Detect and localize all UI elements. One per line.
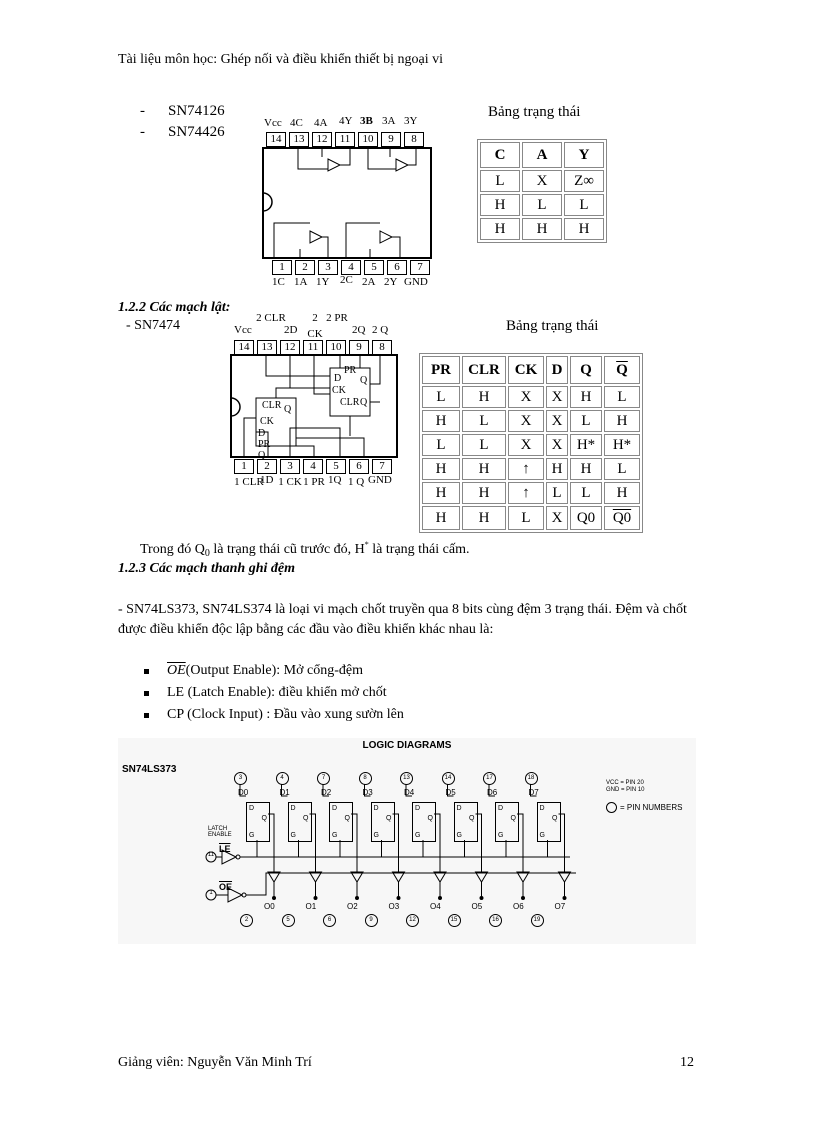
pin-number: 14 (442, 772, 455, 785)
pin-label: 2 Q (372, 324, 389, 336)
table-header-cell: PR (422, 356, 460, 384)
paragraph: - SN74LS373, SN74LS374 là loại vi mạch chốt truyền qua 8 bits cùng đệm 3 trạng thái. Đệm và chốt được điều khiển độc lập bằng các đầu vào điều khiển khác nhau là: (118, 602, 687, 637)
ic-body (262, 147, 432, 259)
cell-q: Q (386, 815, 392, 822)
cell-d: D (332, 805, 338, 812)
latch-enable-label: LATCH ENABLE (208, 826, 232, 838)
cell-q: Q (427, 815, 433, 822)
table-row (422, 434, 640, 456)
footer-author: Giảng viên: Nguyễn Văn Minh Trí (118, 1055, 312, 1070)
pin-label: 1 CLR (234, 476, 264, 488)
oe-label: $\overline{OE}$ (167, 663, 186, 678)
pin: 4 (341, 260, 361, 275)
table-cell: H (422, 458, 460, 480)
table-cell: H (570, 458, 602, 480)
pin: 13 (289, 132, 309, 147)
latch-box (371, 802, 395, 842)
pin-label: 2 PR (326, 312, 348, 324)
table-header-cell: D (546, 356, 568, 384)
table-cell: H (480, 218, 520, 240)
input-label: D3 (362, 788, 373, 797)
pin-legend-text: = PIN NUMBERS (620, 803, 683, 812)
cell-q: Q (510, 815, 516, 822)
table-cell: L (564, 194, 604, 216)
input-label: D5 (445, 788, 456, 797)
cell-g: G (290, 832, 296, 839)
pin: 1 (272, 260, 292, 275)
table-row (480, 218, 604, 240)
list-item: - (140, 124, 145, 140)
cell-q: Q (469, 815, 475, 822)
ff-label: CK (260, 416, 274, 427)
list-item-text: SN74426 (168, 124, 225, 140)
pin-label: GND (368, 474, 392, 486)
ic-diagram-sn7474 (230, 310, 410, 510)
table-cell: X (546, 506, 568, 530)
le-label: $\overline{LE}$ (219, 844, 231, 854)
pin: 2 (257, 459, 277, 474)
pin-number: 11 (207, 852, 215, 858)
pin: 12 (312, 132, 332, 147)
pin-label: 2C (340, 274, 353, 286)
table-cell: L (422, 434, 460, 456)
cell-q: Q (261, 815, 267, 822)
table-header-cell: C (480, 142, 520, 168)
latch-box (454, 802, 478, 842)
pin-number: 6 (323, 914, 336, 927)
table-header-cell: Y (564, 142, 604, 168)
section-heading: 1.2.3 Các mạch thanh ghi đệm (118, 561, 295, 576)
ic-diagram-sn74126 (262, 114, 432, 292)
cell-g: G (456, 832, 462, 839)
table-cell: H (564, 218, 604, 240)
ff-label: CLR (340, 397, 360, 408)
table-cell: X (508, 410, 544, 432)
table-cell: H (462, 482, 506, 504)
pin-number: 17 (483, 772, 496, 785)
table-cell: H (422, 410, 460, 432)
table-row (480, 194, 604, 216)
table-cell: H* (604, 434, 640, 456)
cell-q: Q (344, 815, 350, 822)
table-cell: ↑ (508, 482, 544, 504)
pin-label: 1 PR (303, 476, 325, 488)
table-cell: L (508, 506, 544, 530)
cell-g: G (373, 832, 379, 839)
pin-label: 4Y (339, 115, 353, 127)
table-cell: H (522, 218, 562, 240)
table-cell: L (604, 386, 640, 408)
state-table-sn7474 (419, 353, 643, 533)
pin: 8 (372, 340, 392, 355)
cell-g: G (249, 832, 255, 839)
note-text: Trong đó $Q_0$ là trạng thái cũ trước đó, H* là trạng thái cấm. (140, 540, 470, 559)
pin-label: 3B (360, 115, 373, 127)
latch-box (288, 802, 312, 842)
cell-q: Q (303, 815, 309, 822)
table-cell: ↑ (508, 458, 544, 480)
table-cell: X (522, 170, 562, 192)
pin-label: 1 CK (278, 476, 302, 488)
table-cell: L (522, 194, 562, 216)
table-row (422, 506, 640, 530)
pin-label: 1Q (328, 474, 342, 486)
table-cell: H (604, 410, 640, 432)
table-cell: H (546, 458, 568, 480)
pin-number: 3 (234, 772, 247, 785)
pin-number: 2 (240, 914, 253, 927)
table-cell: X (546, 410, 568, 432)
diagram-title: LOGIC DIAGRAMS (362, 740, 452, 751)
table-cell: X (546, 434, 568, 456)
pin-label: Vcc (234, 324, 252, 336)
table-row (422, 482, 640, 504)
pin-label: 1D (260, 474, 274, 486)
latch-box (412, 802, 436, 842)
pin: 2 (295, 260, 315, 275)
pin-label: 1C (272, 276, 285, 288)
pin: 9 (381, 132, 401, 147)
pin: 7 (410, 260, 430, 275)
table-cell: H (604, 482, 640, 504)
input-label: D1 (279, 788, 290, 797)
pin-label: 4C (290, 117, 303, 129)
table-cell: H (462, 458, 506, 480)
ff-label: Q (360, 397, 368, 408)
pin-label: 2 CLR (256, 312, 286, 324)
pin-number: 19 (531, 914, 544, 927)
chip-name: SN74LS373 (122, 764, 177, 775)
table-cell: L (546, 482, 568, 504)
input-label: D0 (238, 788, 249, 797)
output-label: O6 (513, 902, 524, 911)
cell-d: D (373, 805, 379, 812)
pin: 11 (303, 340, 323, 355)
table-cell: H (480, 194, 520, 216)
list-item-text: - SN7474 (126, 318, 181, 333)
table-cell: H (570, 386, 602, 408)
pin-label: 2Q (352, 324, 366, 336)
list-item (144, 682, 404, 704)
ff-label: D PR Q (258, 428, 271, 461)
table-cell: L (570, 482, 602, 504)
table-header-row (422, 356, 640, 384)
pin-label: 1Y (316, 276, 330, 288)
input-label: D2 (321, 788, 332, 797)
cell-d: D (456, 805, 462, 812)
pin-number: 18 (525, 772, 538, 785)
pin: 7 (372, 459, 392, 474)
input-label: D6 (487, 788, 498, 797)
pin-number: 1 (209, 890, 213, 896)
table-cell: Z∞ (564, 170, 604, 192)
pin: 11 (335, 132, 355, 147)
pin: 5 (364, 260, 384, 275)
ff-label: CLR (262, 400, 282, 411)
list-item (144, 704, 404, 726)
pin: 5 (326, 459, 346, 474)
pin: 3 (318, 260, 338, 275)
table-cell: L (480, 170, 520, 192)
pin: 6 (387, 260, 407, 275)
ff-label: Q (360, 375, 368, 386)
gnd-note: GND = PIN 10 (606, 787, 645, 793)
input-label: D4 (404, 788, 415, 797)
output-label: O5 (471, 902, 483, 911)
table-title: Bảng trạng thái (506, 318, 599, 334)
pin-label: 1 Q (348, 476, 365, 488)
pin-label: 2Y (384, 276, 398, 288)
pin: 6 (349, 459, 369, 474)
list-item (144, 660, 404, 682)
cell-g: G (498, 832, 504, 839)
table-cell: L (604, 458, 640, 480)
cell-d: D (539, 805, 545, 812)
table-row (422, 386, 640, 408)
cell-q: Q (552, 815, 558, 822)
pin-number: 7 (317, 772, 330, 785)
pin-label: Vcc (264, 117, 282, 129)
ic-body (230, 354, 410, 458)
cell-wires (118, 738, 119, 739)
pin-label: 1A (294, 276, 308, 288)
pin-row-bottom (234, 459, 392, 474)
table-header-cell: A (522, 142, 562, 168)
table-row (422, 410, 640, 432)
pin-number: 12 (406, 914, 419, 927)
table-title: Bảng trạng thái (488, 104, 581, 120)
table-cell: L (422, 386, 460, 408)
table-cell: L (462, 434, 506, 456)
ff-label: Q (284, 404, 292, 415)
cell-g: G (415, 832, 421, 839)
cell-d: D (415, 805, 421, 812)
oe-label: $\overline{OE}$ (219, 882, 233, 892)
pin: 10 (358, 132, 378, 147)
output-label: O3 (388, 902, 400, 911)
bullet-list (144, 660, 404, 726)
latch-box (495, 802, 519, 842)
ff-label: D (334, 373, 342, 384)
cell-g: G (332, 832, 338, 839)
pin: 3 (280, 459, 300, 474)
vcc-note: VCC = PIN 20 (606, 780, 644, 786)
page-number: 12 (680, 1055, 694, 1070)
table-cell: L (462, 410, 506, 432)
table-cell: Q0 (604, 506, 640, 530)
bullet-icon (144, 691, 149, 696)
table-header-cell: CK (508, 356, 544, 384)
pin-label: 3Y (404, 115, 418, 127)
output-label: O2 (347, 902, 358, 911)
list-item-text: (Output Enable): Mở cổng-đệm (185, 663, 363, 678)
pin: 4 (303, 459, 323, 474)
table-row (422, 458, 640, 480)
logic-wiring (118, 738, 696, 944)
pin-label: 2 CK (307, 312, 323, 340)
bullet-icon (144, 669, 149, 674)
cell-d: D (498, 805, 504, 812)
pin: 9 (349, 340, 369, 355)
state-table-sn74126 (477, 139, 607, 243)
input-label: D7 (528, 788, 539, 797)
table-row (480, 170, 604, 192)
table-cell: H (422, 482, 460, 504)
pin: 10 (326, 340, 346, 355)
pin: 14 (234, 340, 254, 355)
table-cell: X (508, 434, 544, 456)
page-header: Tài liệu môn học: Ghép nối và điều khiển thiết bị ngoại vi (118, 52, 444, 67)
list-item-text: SN74126 (168, 103, 225, 119)
pin-row-top (266, 132, 424, 147)
latch-box (537, 802, 561, 842)
table-header-cell: Q (570, 356, 602, 384)
section-heading: 1.2.2 Các mạch lật: (118, 300, 231, 315)
pin-labels-top (230, 310, 410, 340)
table-cell: H (422, 506, 460, 530)
pin-label: 2D (284, 324, 298, 336)
table-header-cell: CLR (462, 356, 506, 384)
pin: 8 (404, 132, 424, 147)
logic-diagram-sn74ls373 (118, 738, 696, 944)
cell-d: D (249, 805, 255, 812)
pin-row-top (234, 340, 392, 355)
pin-number: 13 (400, 772, 413, 785)
table-header-cell: $\overline{Q}$ (604, 356, 640, 384)
pin-number: 9 (365, 914, 378, 927)
pin-number: 15 (448, 914, 461, 927)
table-cell: X (546, 386, 568, 408)
latch-box (329, 802, 353, 842)
table-cell: H (462, 506, 506, 530)
list-item-text: LE (Latch Enable): điều khiển mở chốt (167, 685, 387, 700)
pin-row-bottom (272, 260, 430, 275)
pin: 13 (257, 340, 277, 355)
list-item: - (140, 103, 145, 119)
pin-label: 2A (362, 276, 376, 288)
pin-number: 16 (489, 914, 502, 927)
cell-g: G (539, 832, 545, 839)
latch-box (246, 802, 270, 842)
table-cell: Q0 (570, 506, 602, 530)
list-item-text: CP (Clock Input) : Đầu vào xung sườn lên (167, 707, 404, 722)
pin-number: 8 (359, 772, 372, 785)
output-label: O0 (264, 902, 275, 911)
table-cell: X (508, 386, 544, 408)
output-label: O4 (430, 902, 441, 911)
pin-number: 5 (282, 914, 295, 927)
pin-number: 4 (276, 772, 289, 785)
pin: 1 (234, 459, 254, 474)
cell-d: D (290, 805, 296, 812)
table-cell: L (570, 410, 602, 432)
bullet-icon (144, 713, 149, 718)
table-cell: H (462, 386, 506, 408)
pin: 14 (266, 132, 286, 147)
output-label: O7 (554, 902, 566, 911)
pin-label: GND (404, 276, 428, 288)
pin-label: 3A (382, 115, 396, 127)
pin-label: 4A (314, 117, 328, 129)
output-label: O1 (305, 902, 317, 911)
ff-label: PR (344, 365, 357, 376)
table-header-row (480, 142, 604, 168)
table-cell: H* (570, 434, 602, 456)
pin: 12 (280, 340, 300, 355)
ff-label: CK (332, 385, 346, 396)
